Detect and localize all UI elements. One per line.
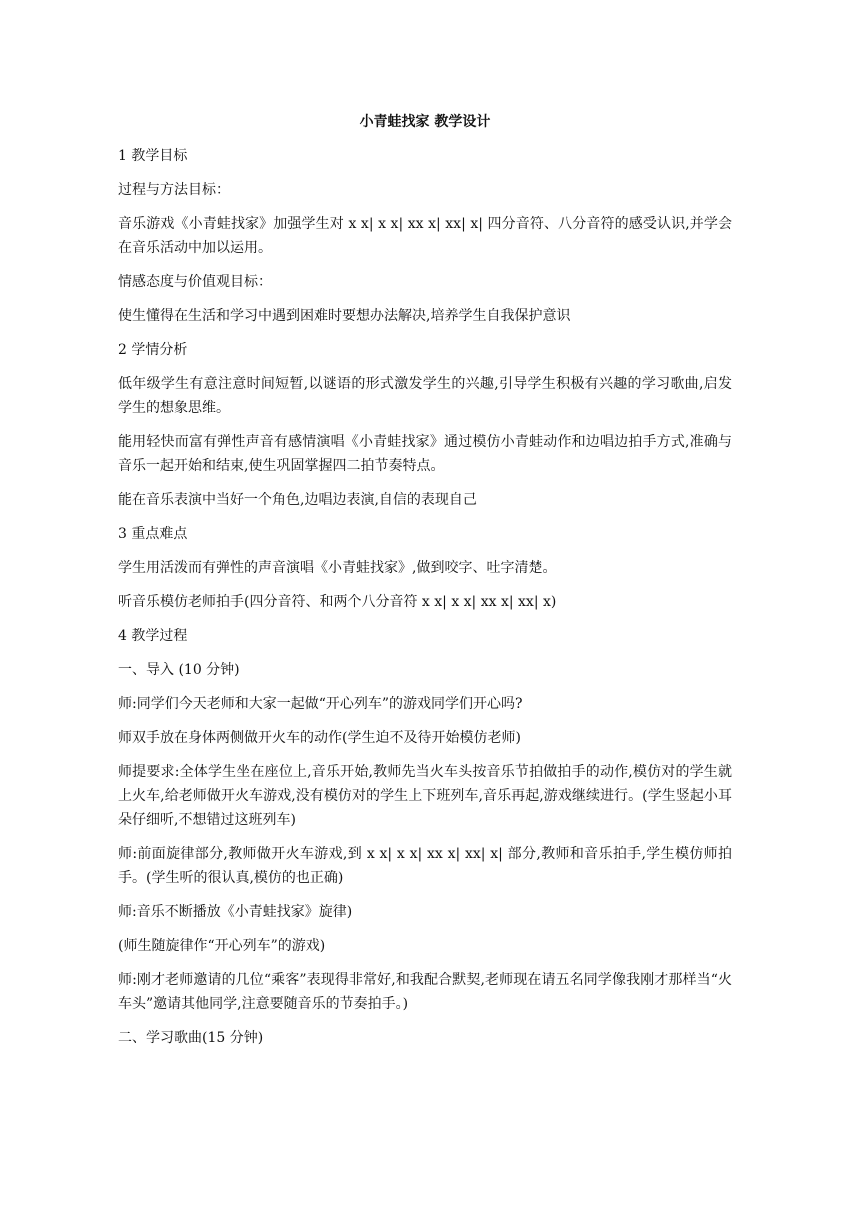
document-body [118,110,732,1060]
subheading-emotion-values: 情感态度与价值观目标： [118,274,272,290]
paragraph: 师:刚才老师邀请的几位“乘客”表现得非常好,和我配合默契,老师现在请五名同学像我刚才那样当“火车头”邀请其他同学,注意要随音乐的节奏拍手。) [118,972,732,1012]
document-title: 小青蛙找家 教学设计 [359,114,491,130]
paragraph: 学生用活泼而有弹性的声音演唱《小青蛙找家》,做到咬字、吐字清楚。 [118,560,557,576]
subheading-learn-song: 二、学习歌曲(15 分钟) [118,1030,264,1046]
heading-key-points: 3 重点难点 [118,526,188,542]
paragraph: 师提要求:全体学生坐在座位上,音乐开始,教师先当火车头按音乐节拍做拍手的动作,模仿对的学生就上火车,给老师做开火车游戏,没有模仿对的学生上下班列车,音乐再起,游戏继续进行。(学生竖起小耳朵仔细听,不想错过这班列车) [118,764,732,828]
heading-learner-analysis: 2 学情分析 [118,342,188,358]
subheading-introduction: 一、导入 (10 分钟) [118,662,240,678]
heading-teaching-process: 4 教学过程 [118,628,188,644]
paragraph: 听音乐模仿老师拍手(四分音符、和两个八分音符 x x| x x| xx x| xx| x) [118,594,557,610]
paragraph: 音乐游戏《小青蛙找家》加强学生对 x x| x x| xx x| xx| x| 四分音符、八分音符的感受认识,并学会在音乐活动中加以运用。 [118,216,732,256]
paragraph: 能用轻快而富有弹性声音有感情演唱《小青蛙找家》通过模仿小青蛙动作和边唱边拍手方式,准确与音乐一起开始和结束,使生巩固掌握四二拍节奏特点。 [118,434,732,474]
paragraph: 低年级学生有意注意时间短暂,以谜语的形式激发学生的兴趣,引导学生积极有兴趣的学习歌曲,启发学生的想象思维。 [118,376,732,416]
paragraph: 使生懂得在生活和学习中遇到困难时要想办法解决,培养学生自我保护意识 [118,308,571,324]
paragraph: (师生随旋律作“开心列车”的游戏) [118,938,326,954]
paragraph: 师:音乐不断播放《小青蛙找家》旋律) [118,904,353,920]
paragraph: 师:前面旋律部分,教师做开火车游戏,到 x x| x x| xx x| xx| x| 部分,教师和音乐拍手,学生模仿师拍手。(学生听的很认真,模仿的也正确) [118,846,732,886]
heading-teaching-goals: 1 教学目标 [118,148,188,164]
paragraph: 师:同学们今天老师和大家一起做“开心列车”的游戏同学们开心吗? [118,696,523,712]
paragraph: 能在音乐表演中当好一个角色,边唱边表演,自信的表现自己 [118,492,477,508]
subheading-process-method: 过程与方法目标： [118,182,230,198]
paragraph: 师双手放在身体两侧做开火车的动作(学生迫不及待开始模仿老师) [118,730,521,746]
